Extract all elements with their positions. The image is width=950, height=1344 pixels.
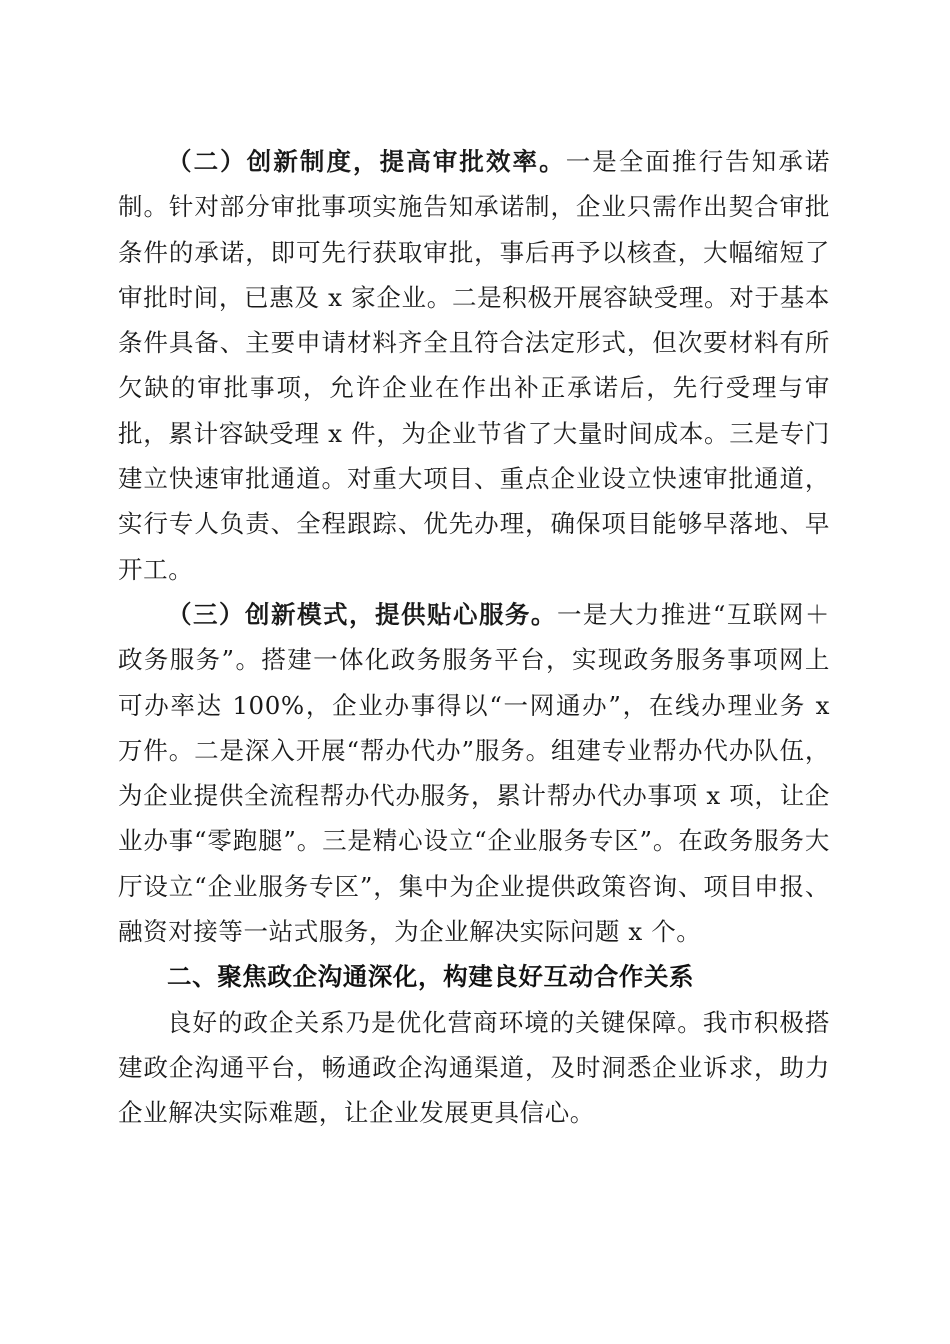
paragraph-lead: （二）创新制度，提高审批效率。 <box>167 147 566 176</box>
paragraph-text: 一是全面推行告知承诺制。针对部分审批事项实施告知承诺制，企业只需作出契合审批条件的承诺，即可先行获取审批，事后再予以核查，大幅缩短了审批时间，已惠及 x 家企业。二是积极开展容缺受理。对于基本条件具备、主要申请材料齐全且符合法定形式，但次要材料有所欠缺的审批事项，允许企业在作出补正承诺后，先行受理与审批，累计容缺受理 x 件，为企业节省了大量时间成本。三是专门建立快速审批通道。对重大项目、重点企业设立快速审批通道，实行专人负责、全程跟踪、优先办理，确保项目能够早落地、早开工。 <box>118 147 830 584</box>
paragraph-lead: （三）创新模式，提供贴心服务。 <box>167 599 557 629</box>
paragraph-text: 一是大力推进“互联网＋政务服务”。搭建一体化政务服务平台，实现政务服务事项网上可办率达 100%，企业办事得以“一网通办”，在线办理业务 x 万件。二是深入开展“帮办代办”服务。组建专业帮办代办队伍，为企业提供全流程帮办代办服务，累计帮办代办事项 x 项，让企业办事“零跑腿”。三是精心设立“企业服务专区”。在政务服务大厅设立“企业服务专区”，集中为企业提供政策咨询、项目申报、融资对接等一站式服务，为企业解决实际问题 x 个。 <box>118 599 831 947</box>
paragraph-approval-efficiency <box>118 139 830 592</box>
paragraph-government-business: 良好的政企关系乃是优化营商环境的关键保障。我市积极搭建政企沟通平台，畅通政企沟通渠道，及时洞悉企业诉求，助力企业解决实际难题，让企业发展更具信心。 <box>118 1007 830 1128</box>
section-heading: 二、聚焦政企沟通深化，构建良好互动合作关系 <box>167 962 695 992</box>
document-body <box>118 139 830 1136</box>
paragraph-service-model <box>118 592 830 954</box>
